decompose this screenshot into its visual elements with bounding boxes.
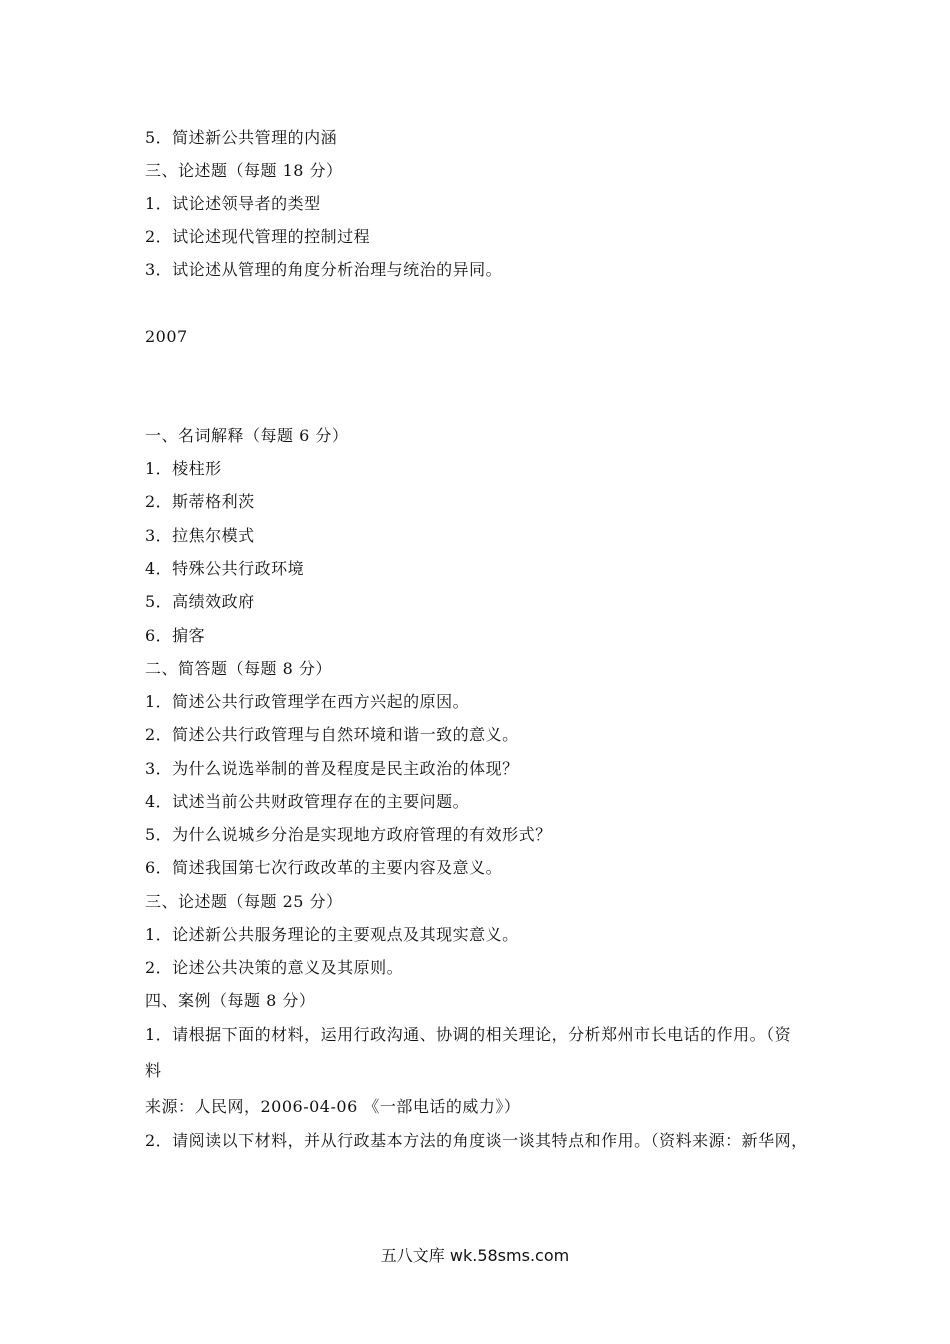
text-line: 1．简述公共行政管理学在西方兴起的原因。 <box>145 692 470 711</box>
text-line: 3．拉焦尔模式 <box>145 526 255 545</box>
text-line: 5．为什么说城乡分治是实现地方政府管理的有效形式？ <box>145 825 552 844</box>
section-heading: 三、论述题（每题 25 分） <box>145 892 343 911</box>
text-line: 2．请阅读以下材料，并从行政基本方法的角度谈一谈其特点和作用。（资料来源：新华网， <box>145 1131 808 1150</box>
footer-watermark: 五八文库 wk.58sms.com <box>380 1246 570 1265</box>
text-line: 6．简述我国第七次行政改革的主要内容及意义。 <box>145 858 503 877</box>
text-line: 料 <box>145 1061 162 1080</box>
text-line: 6．掮客 <box>145 626 206 645</box>
text-line: 4．特殊公共行政环境 <box>145 559 305 578</box>
section-heading: 四、案例（每题 8 分） <box>145 991 316 1010</box>
text-line: 2．论述公共决策的意义及其原则。 <box>145 958 404 977</box>
year-heading: 2007 <box>145 327 188 346</box>
text-line: 2．斯蒂格利茨 <box>145 492 255 511</box>
section-heading: 三、论述题（每题 18 分） <box>145 161 343 180</box>
text-line: 2．试论述现代管理的控制过程 <box>145 227 371 246</box>
text-line: 3．为什么说选举制的普及程度是民主政治的体现？ <box>145 759 519 778</box>
text-line: 来源：人民网，2006-04-06 《一部电话的威力》） <box>145 1097 521 1116</box>
section-heading: 二、简答题（每题 8 分） <box>145 659 332 678</box>
text-line: 5．简述新公共管理的内涵 <box>145 128 338 147</box>
text-line: 3．试论述从管理的角度分析治理与统治的异同。 <box>145 260 503 279</box>
text-line: 4．试述当前公共财政管理存在的主要问题。 <box>145 792 470 811</box>
text-line: 1．论述新公共服务理论的主要观点及其现实意义。 <box>145 925 519 944</box>
text-line: 1．请根据下面的材料，运用行政沟通、协调的相关理论，分析郑州市长电话的作用。（资 <box>145 1025 792 1044</box>
text-line: 1．棱柱形 <box>145 459 222 478</box>
text-line: 2．简述公共行政管理与自然环境和谐一致的意义。 <box>145 725 519 744</box>
text-line: 5．高绩效政府 <box>145 592 255 611</box>
section-heading: 一、名词解释（每题 6 分） <box>145 426 349 445</box>
text-line: 1．试论述领导者的类型 <box>145 194 321 213</box>
